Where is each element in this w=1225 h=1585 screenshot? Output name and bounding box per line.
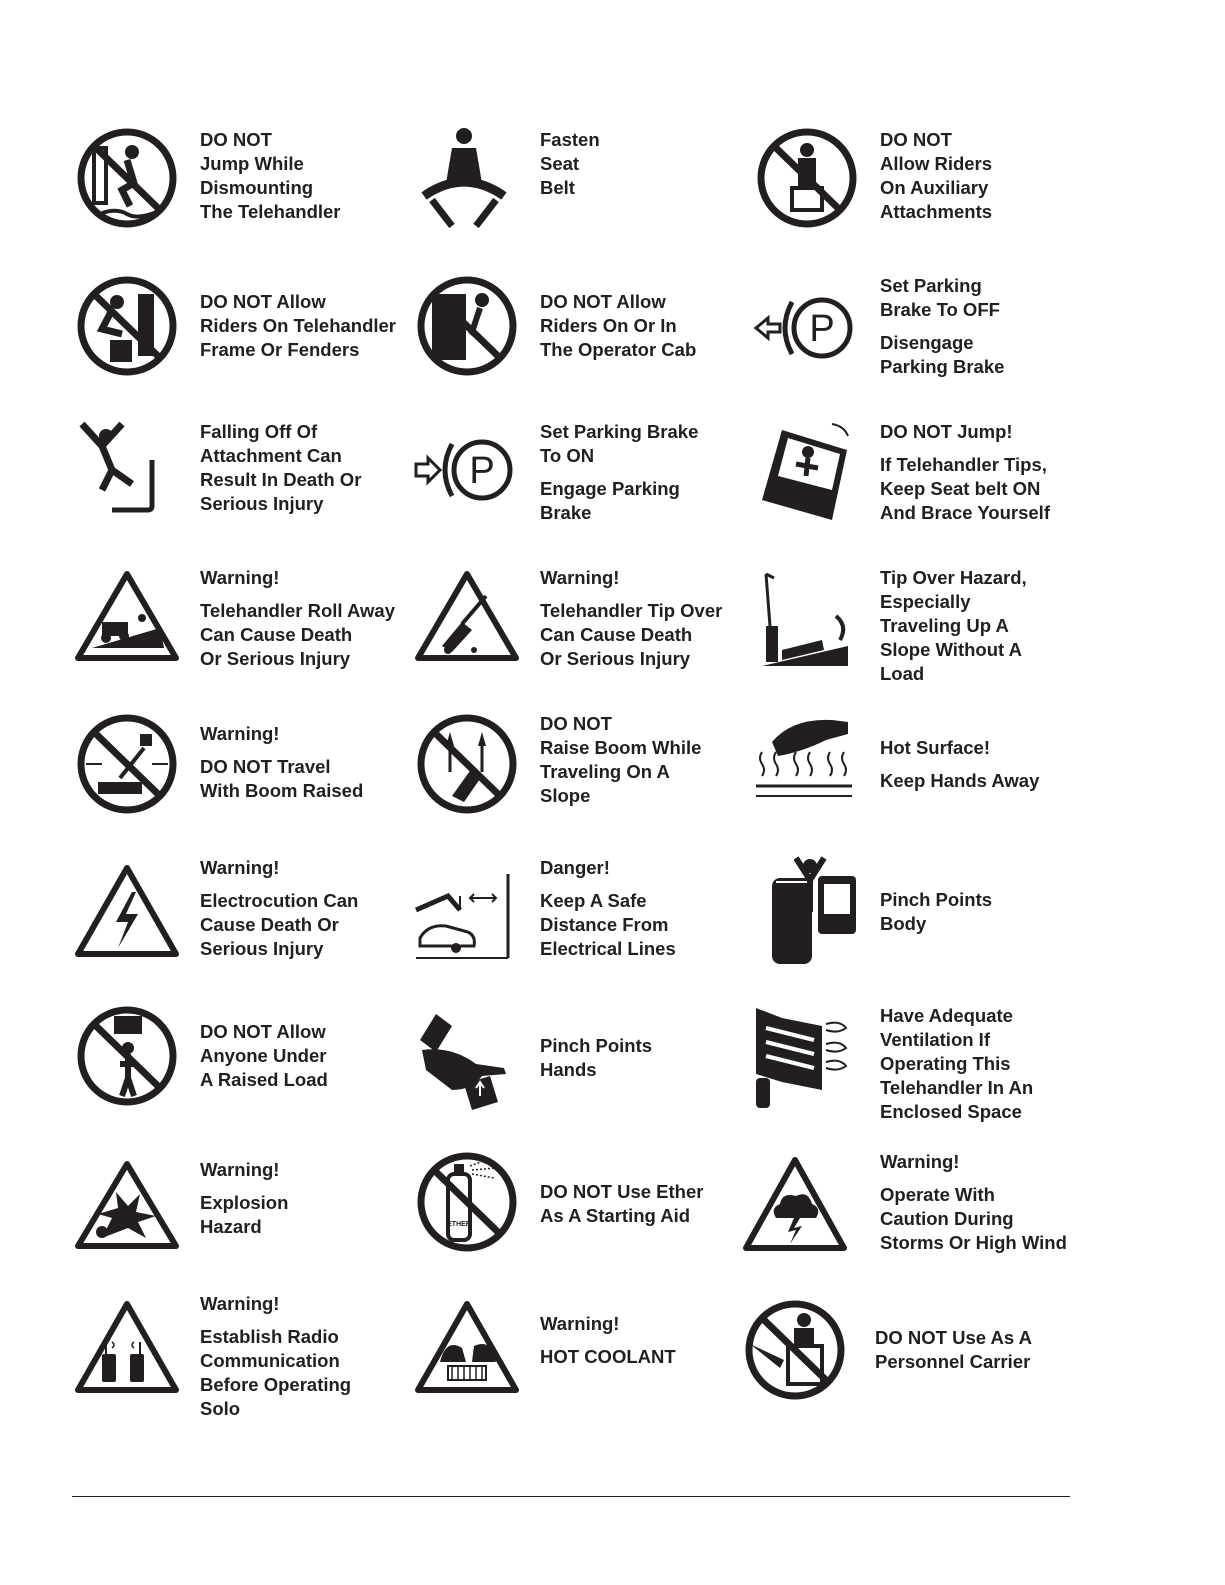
sign-cell — [752, 856, 1132, 996]
no-raise-boom-slope-icon — [412, 712, 522, 822]
sign-text: DO NOT Raise Boom While Traveling On A Slope — [540, 713, 702, 806]
roll-away-warning-icon — [72, 566, 182, 676]
sign-cell — [740, 1292, 1120, 1432]
sign-text: Operate With Caution During Storms Or High Wind — [880, 1184, 1067, 1253]
svg-text:ETHER: ETHER — [447, 1221, 471, 1228]
electrocution-warning-icon — [72, 862, 182, 972]
sign-text: Warning! — [880, 1151, 960, 1172]
sign-cell — [412, 420, 792, 560]
sign-text: Keep Hands Away — [880, 770, 1040, 791]
sign-cell — [752, 712, 1132, 852]
no-travel-boom-raised-icon — [72, 712, 182, 822]
svg-text:P: P — [809, 308, 835, 350]
sign-text: Danger! — [540, 857, 610, 878]
sign-text: Tip Over Hazard, Especially Traveling Up A Slope Without A Load — [880, 567, 1027, 684]
parking-brake-off-icon — [752, 288, 862, 398]
sign-text: Warning! — [200, 857, 280, 878]
sign-cell — [412, 1004, 792, 1144]
sign-text: Telehandler Roll Away Can Cause Death Or Serious Injury — [200, 600, 395, 669]
sign-text: Keep A Safe Distance From Electrical Lines — [540, 890, 676, 959]
ventilation-icon — [752, 1004, 862, 1114]
sign-cell — [752, 566, 1132, 706]
tip-over-brace-icon — [752, 420, 862, 530]
sign-cell — [412, 712, 792, 852]
sign-cell — [752, 420, 1132, 560]
sign-text: Warning! — [200, 1159, 280, 1180]
sign-text: Set Parking Brake To ON — [540, 421, 699, 466]
explosion-hazard-icon — [72, 1158, 182, 1268]
sign-text: Establish Radio Communication Before Operating Solo — [200, 1326, 352, 1419]
sign-text: Telehandler Tip Over Can Cause Death Or Serious Injury — [540, 600, 723, 669]
no-riders-cab-icon — [412, 274, 522, 384]
no-jump-dismount-icon — [72, 128, 182, 238]
sign-text: DO NOT Use As A Personnel Carrier — [875, 1327, 1032, 1372]
sign-cell — [72, 712, 452, 852]
sign-cell — [72, 420, 452, 560]
pinch-points-body-icon — [752, 856, 862, 966]
slope-tip-hazard-icon — [752, 566, 862, 676]
sign-cell — [72, 566, 452, 706]
sign-text: DO NOT Allow Riders On Telehandler Frame Or Fenders — [200, 291, 397, 360]
power-line-distance-icon — [412, 866, 522, 976]
sign-cell — [412, 856, 792, 996]
hot-surface-icon — [752, 712, 862, 822]
sign-cell — [412, 1292, 792, 1432]
sign-text: Explosion Hazard — [200, 1192, 289, 1237]
sign-cell — [72, 270, 452, 410]
sign-text: Warning! — [200, 567, 280, 588]
sign-text: DO NOT Allow Riders On Or In The Operator Cab — [540, 291, 697, 360]
sign-text: DO NOT Allow Anyone Under A Raised Load — [200, 1021, 328, 1090]
storm-warning-icon — [740, 1154, 850, 1264]
sign-text: DO NOT Jump! — [880, 421, 1013, 442]
radio-communication-icon — [72, 1298, 182, 1408]
sign-text: Pinch Points Hands — [540, 1035, 653, 1080]
sign-cell — [72, 1158, 452, 1298]
pinch-points-hands-icon — [412, 1010, 522, 1120]
sign-text: If Telehandler Tips, Keep Seat belt ON And Brace Yourself — [880, 454, 1050, 523]
sign-cell — [412, 128, 792, 268]
sign-cell — [752, 1004, 1132, 1144]
sign-cell — [72, 1004, 452, 1144]
sign-text: Falling Off Of Attachment Can Result In Death Or Serious Injury — [200, 421, 362, 514]
sign-cell — [752, 128, 1132, 268]
sign-cell — [412, 1150, 792, 1290]
sign-text: Hot Surface! — [880, 737, 990, 758]
sign-text: Warning! — [540, 567, 620, 588]
sign-cell — [752, 270, 1132, 410]
no-riders-attachments-icon — [752, 128, 862, 238]
sign-text: DO NOT Use Ether As A Starting Aid — [540, 1181, 704, 1226]
sign-text: Have Adequate Ventilation If Operating This Telehandler In An Enclosed Space — [880, 1005, 1034, 1122]
sign-text: Fasten Seat Belt — [540, 129, 600, 198]
sign-text: Engage Parking Brake — [540, 478, 680, 523]
no-personnel-carrier-icon — [740, 1298, 850, 1408]
sign-text: HOT COOLANT — [540, 1346, 676, 1367]
tip-over-warning-icon — [412, 566, 522, 676]
sign-text: Set Parking Brake To OFF — [880, 275, 1000, 320]
sign-text: DO NOT Allow Riders On Auxiliary Attachments — [880, 129, 993, 222]
sign-cell — [72, 128, 452, 268]
sign-text: DO NOT Jump While Dismounting The Telehandler — [200, 129, 341, 222]
no-riders-frame-icon — [72, 274, 182, 384]
sign-text: DO NOT Travel With Boom Raised — [200, 756, 364, 801]
sign-text: Warning! — [200, 1293, 280, 1314]
sign-text: Disengage Parking Brake — [880, 332, 1005, 377]
sign-text: Pinch Points Body — [880, 889, 993, 934]
falling-person-icon — [72, 420, 182, 530]
sign-cell — [412, 270, 792, 410]
svg-text:P: P — [469, 450, 495, 492]
sign-cell — [72, 856, 452, 996]
sign-text: Electrocution Can Cause Death Or Serious Injury — [200, 890, 359, 959]
sign-cell — [412, 566, 792, 706]
parking-brake-on-icon — [412, 434, 522, 544]
no-ether-icon — [412, 1150, 522, 1260]
hot-coolant-icon — [412, 1298, 522, 1408]
no-under-load-icon — [72, 1004, 182, 1114]
sign-cell — [740, 1150, 1120, 1290]
footer-rule — [72, 1496, 1070, 1497]
sign-text: Warning! — [200, 723, 280, 744]
sign-cell — [72, 1292, 452, 1432]
sign-text: Warning! — [540, 1313, 620, 1334]
fasten-seat-belt-icon — [412, 128, 522, 238]
